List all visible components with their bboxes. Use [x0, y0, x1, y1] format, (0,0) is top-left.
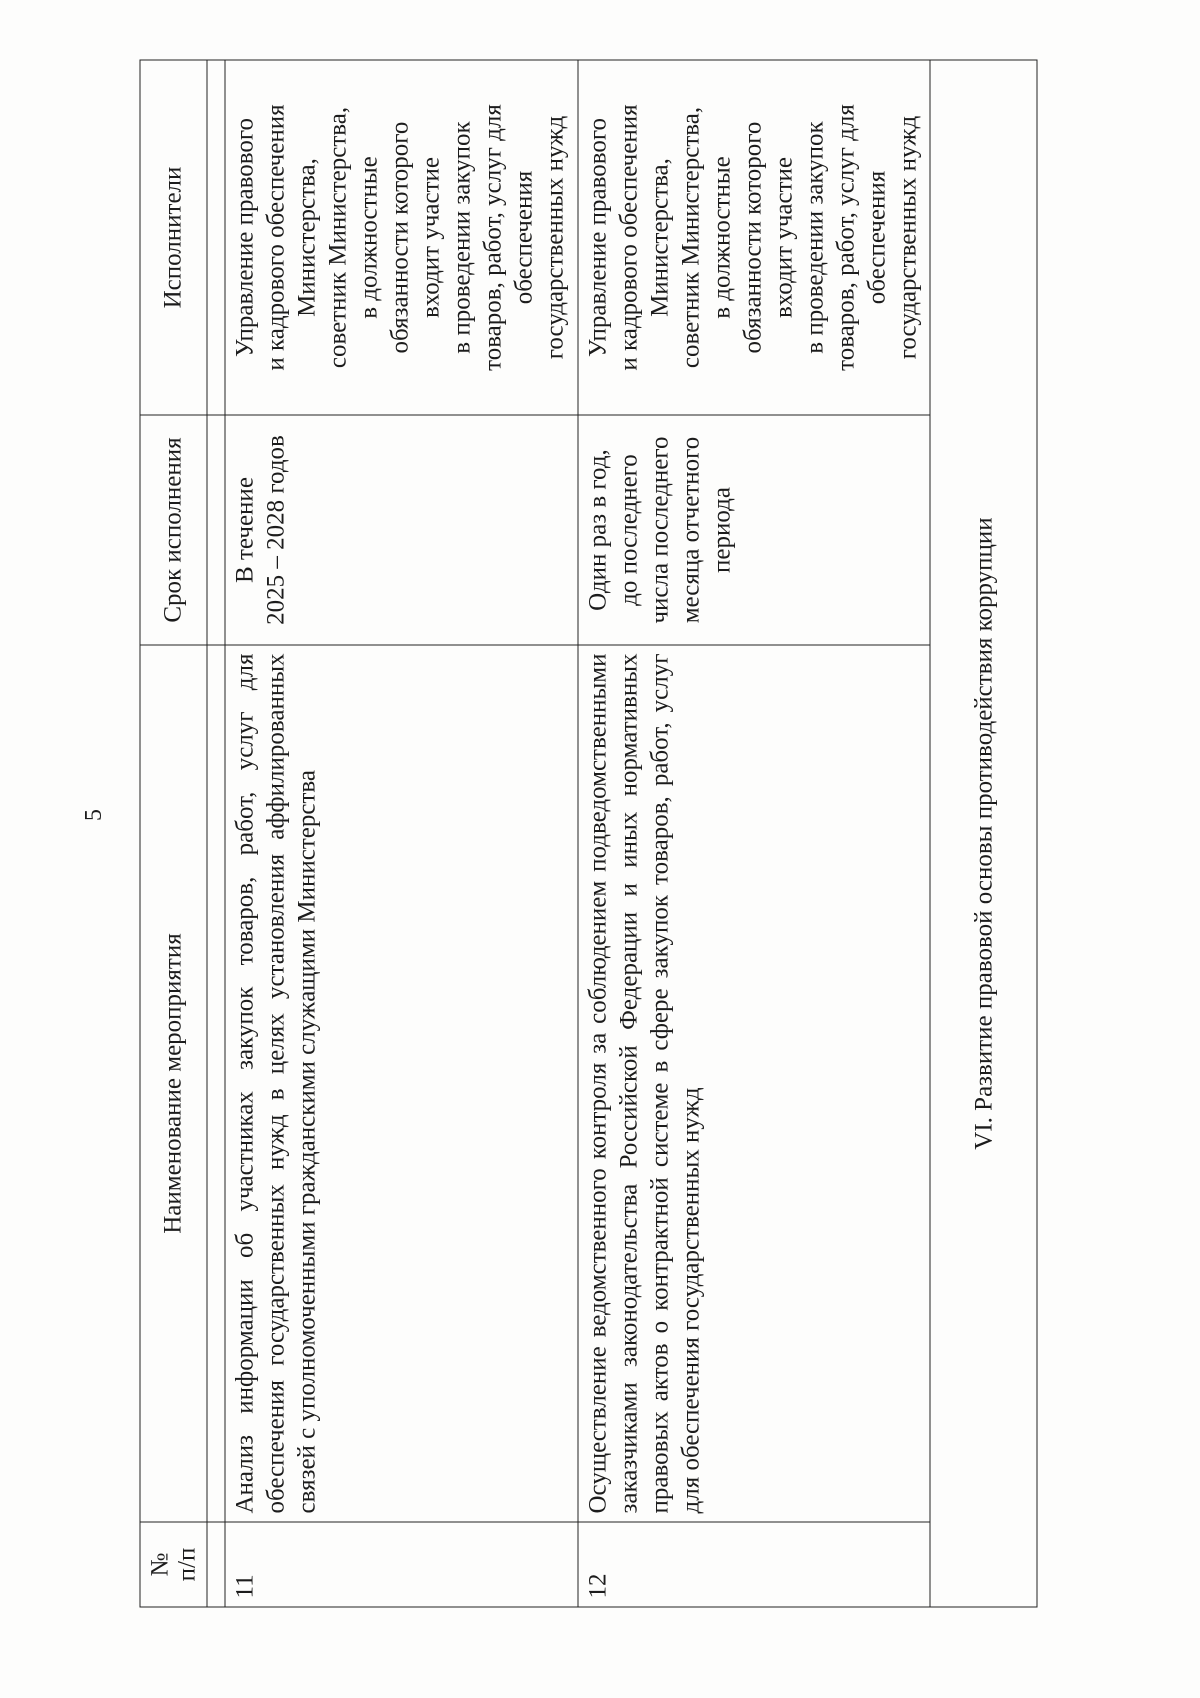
table-row — [225, 60, 578, 1607]
measure-term — [578, 415, 930, 645]
measure-executors — [578, 60, 930, 415]
spacer-cell — [207, 1522, 225, 1607]
measure-executors — [225, 60, 578, 415]
executor-line: Управление правового — [584, 118, 612, 358]
executor-line: советник Министерства, — [677, 106, 705, 369]
header-number-line: № — [146, 1552, 174, 1577]
spacer-row — [207, 60, 225, 1607]
term-line: 2025 – 2028 годов — [262, 435, 290, 625]
executor-line: и кадрового обеспечения — [262, 104, 290, 371]
header-term: Срок исполнения — [140, 415, 207, 645]
executor-line: в должностные — [708, 156, 736, 319]
term-line: числа последнего — [646, 436, 674, 624]
term-line: месяца отчетного — [677, 436, 705, 624]
executor-line: обязанности которого — [386, 121, 414, 354]
executor-line: в проведении закупок — [448, 121, 476, 354]
header-name: Наименование мероприятия — [140, 645, 207, 1522]
section-row — [930, 60, 1037, 1607]
header-number — [140, 1522, 207, 1607]
row-number: 12 — [578, 1522, 930, 1607]
term-line: периода — [708, 487, 736, 573]
executor-line: товаров, работ, услуг для — [832, 104, 860, 371]
executor-line: обязанности которого — [739, 121, 767, 354]
executor-line: Управление правового — [231, 118, 259, 358]
measure-term — [225, 415, 578, 645]
measure-name: Осуществление ведомственного контроля за соблюдением подведомственными заказчиками законодательства Российской Федерации и иных нормативных правовых актов о контрактной системе в сфере закупок товаров, работ, услуг для обеспечения государственных нужд — [578, 645, 930, 1522]
page-number: 5 — [81, 809, 107, 821]
spacer-cell — [207, 415, 225, 645]
executor-line: советник Министерства, — [324, 106, 352, 369]
executor-line: входит участие — [770, 156, 798, 319]
measures-table — [140, 60, 1038, 1608]
row-number: 11 — [225, 1522, 578, 1607]
executor-line: обеспечения — [510, 170, 538, 305]
executor-line: государственных нужд — [894, 115, 922, 360]
executor-line: Министерства, — [293, 158, 321, 317]
rotated-table-container — [140, 61, 1060, 1608]
table-row — [578, 60, 930, 1607]
executor-line: входит участие — [417, 156, 445, 319]
term-line: В течение — [231, 477, 259, 583]
spacer-cell — [207, 645, 225, 1522]
measure-name: Анализ информации об участниках закупок товаров, работ, услуг для обеспечения государственных нужд в целях установления аффилированных связей с уполномоченными гражданскими служащими Министерства — [225, 645, 578, 1522]
term-line: до последнего — [615, 454, 643, 606]
executor-line: государственных нужд — [541, 115, 569, 360]
executor-line: и кадрового обеспечения — [615, 104, 643, 371]
executor-line: в должностные — [355, 156, 383, 319]
spacer-cell — [207, 60, 225, 415]
section-heading: VI. Развитие правовой основы противодействия коррупции — [930, 60, 1037, 1607]
header-executors: Исполнители — [140, 60, 207, 415]
executor-line: Министерства, — [646, 158, 674, 317]
table-header-row — [140, 60, 207, 1607]
executor-line: товаров, работ, услуг для — [479, 104, 507, 371]
term-line: Один раз в год, — [584, 449, 612, 611]
executor-line: в проведении закупок — [801, 121, 829, 354]
header-number-line: п/п — [173, 1547, 201, 1582]
executor-line: обеспечения — [863, 170, 891, 305]
